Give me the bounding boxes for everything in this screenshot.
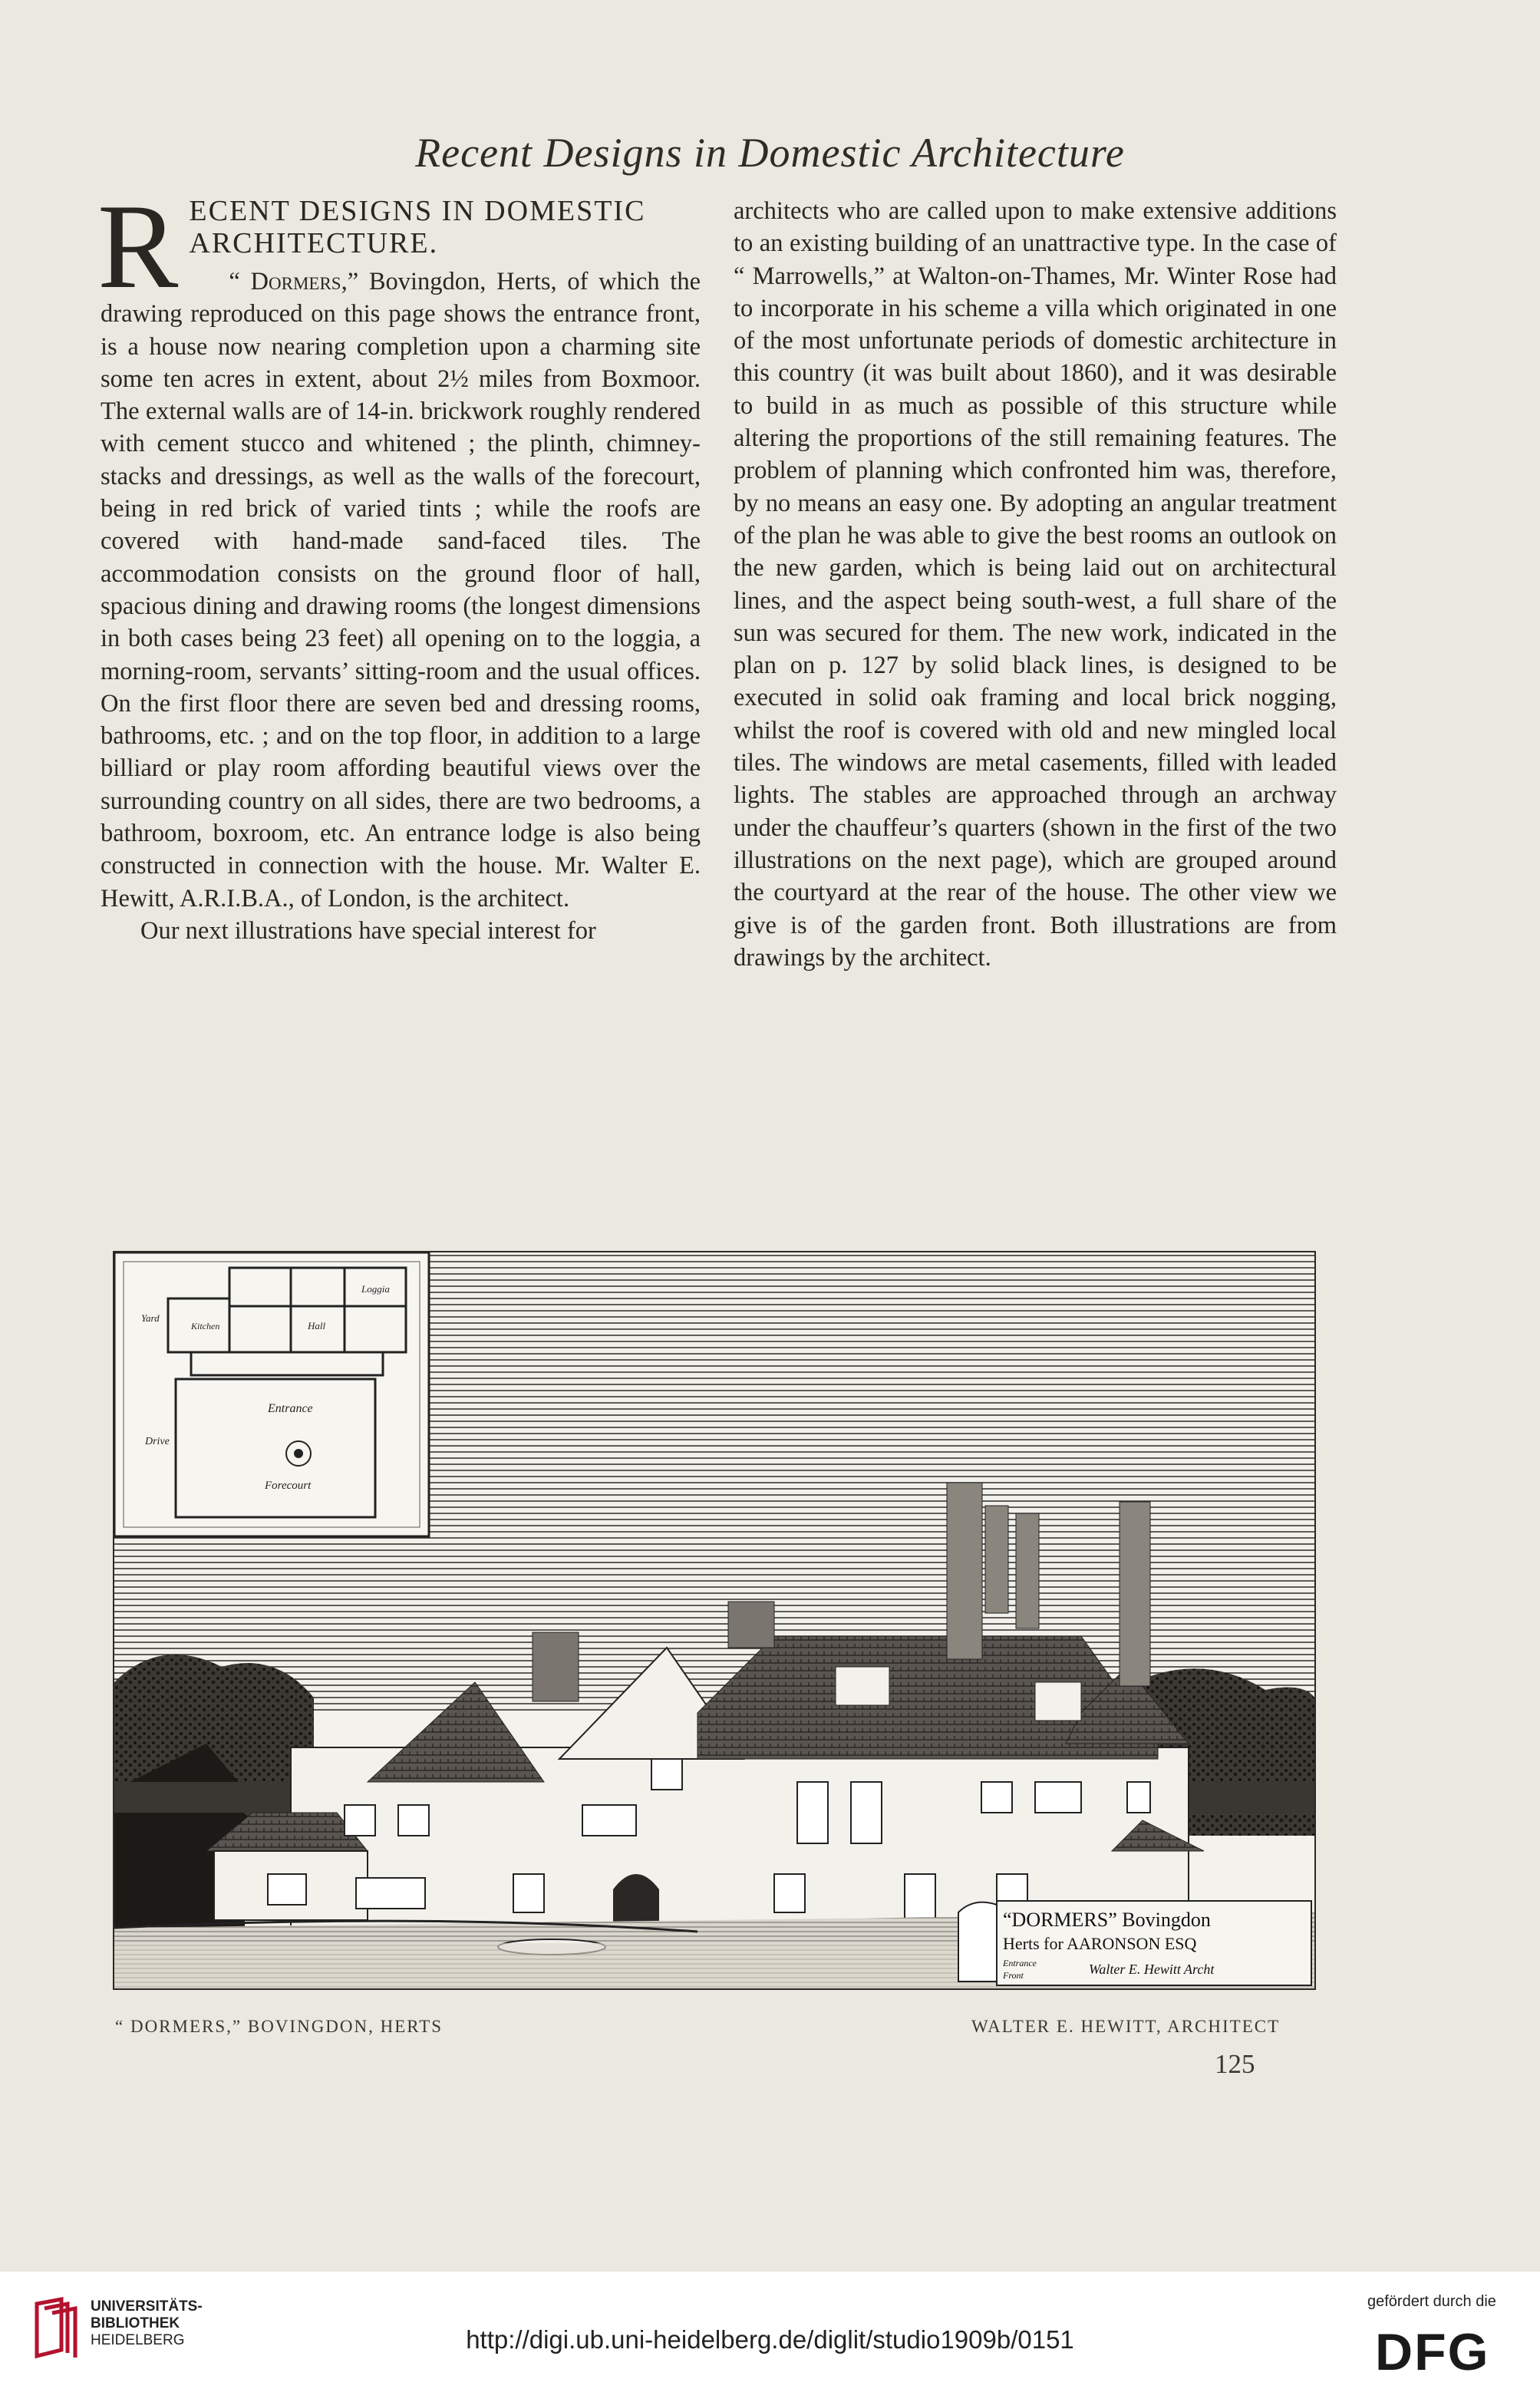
illustration-dormers-entrance-front [113,1251,1316,1990]
running-head: Recent Designs in Domestic Architecture [415,130,1125,176]
cartouche-front: Front [1003,1970,1024,1981]
article-paragraph-3: architects who are called upon to make extensive additions to an existing building of an unattractive type. In the case of “ Marrowells,” at Walton-on-Thames, Mr. Winter Rose had to incorporate in his scheme a villa which originated in one of the most unfortunate periods of domestic architecture in this country (it was built about 1860), and it was desirable to build in as much as possible of this structure while altering the proportions of the still remaining features. The problem of planning which confronted him was, therefore, by no means an easy one. By adopting an angular treatment of the plan he was able to give the best rooms an outlook on the new garden, which is being laid out on architectural lines, and the aspect being south-west, a full share of the sun was secured for them. The new work, indicated in the plan on p. 127 by solid black lines, is designed to be executed in solid oak framing and local brick nogging, whilst the roof is covered with old and new mingled local tiles. The windows are metal casements, filled with leaded lights. The stables are approached through an archway under the chauffeur’s quarters (shown in the first of the two illustrations on the next page), which are grouped around the courtyard at the rear of the house. The other view we give is of the garden front. Both illustrations are from drawings by the architect. [734,197,1337,972]
article-paragraph-1 [97,180,701,915]
ground-plan-inset [114,1252,429,1536]
plan-label-yard: Yard [141,1312,160,1324]
cartouche-entrance: Entrance [1003,1958,1037,1968]
plan-label-kitchen: Kitchen [191,1321,220,1331]
plan-label-entrance: Entrance [268,1402,313,1415]
plan-label-drive: Drive [145,1436,170,1447]
cartouche-client: Herts for AARONSON ESQ [1003,1934,1197,1953]
dfg-logo-icon: DFG [1375,2323,1490,2381]
right-column [734,195,1337,974]
house-name: “ Dormers,” [229,268,359,295]
article-heading-line-2: ARCHITECTURE. [189,227,439,259]
figure-caption-architect: WALTER E. HEWITT, ARCHITECT [971,2017,1281,2036]
article-heading-line-1: ECENT DESIGNS IN DOMESTIC [189,195,646,227]
page-number: 125 [1215,2049,1255,2079]
plan-label-forecourt: Forecourt [265,1480,312,1492]
title-cartouche [958,1901,1311,1985]
library-name-line-2: BIBLIOTHEK [91,2315,180,2331]
cartouche-architect: Walter E. Hewitt Archt [1089,1962,1215,1977]
figure-caption-title: “ DORMERS,” BOVINGDON, HERTS [115,2017,444,2036]
article-heading [101,195,701,259]
drop-cap: R [97,180,179,314]
plan-label-loggia: Loggia [361,1283,390,1295]
library-name-line-1: UNIVERSITÄTS- [91,2298,203,2315]
library-name-line-3: HEIDELBERG [91,2332,185,2348]
cartouche-title: “DORMERS” Bovingdon [1003,1909,1211,1931]
paragraph-dormers-text: Bovingdon, Herts, of which the drawing reproduced on this page shows the entrance front, is a house now nearing completion upon a charming site some ten acres in extent, about 2½ miles from Boxmoor. The external walls are of 14-in. brickwork roughly rendered with cement stucco and whitened ; the plinth, chimney-stacks and dressings, as well as the walls of the forecourt, being in red brick of varied tints ; while the roofs are covered with hand-made sand-faced tiles. The accommodation consists on the ground floor of hall, spacious dining and drawing rooms (the longest dimensions in both cases being 23 feet) all opening on to the loggia, a morning-room, servants’ sitting-room and the usual offices. On the first floor there are seven bed and dressing rooms, bathrooms, etc. ; and on the top floor, in addition to a large billiard or play room affording beautiful views over the surrounding country on all sides, there are two bedrooms, a bathroom, boxroom, etc. An entrance lodge is also being constructed in connection with the house. Mr. Walter E. Hewitt, A.R.I.B.A., of London, is the architect. [101,268,701,912]
source-url-link[interactable]: http://digi.ub.uni-heidelberg.de/diglit/studio1909b/0151 [466,2325,1074,2354]
article-paragraph-2: Our next illustrations have special interest for [140,916,596,945]
plan-label-hall: Hall [308,1320,326,1331]
sponsor-note: gefördert durch die [1367,2293,1496,2310]
left-column [97,180,701,947]
